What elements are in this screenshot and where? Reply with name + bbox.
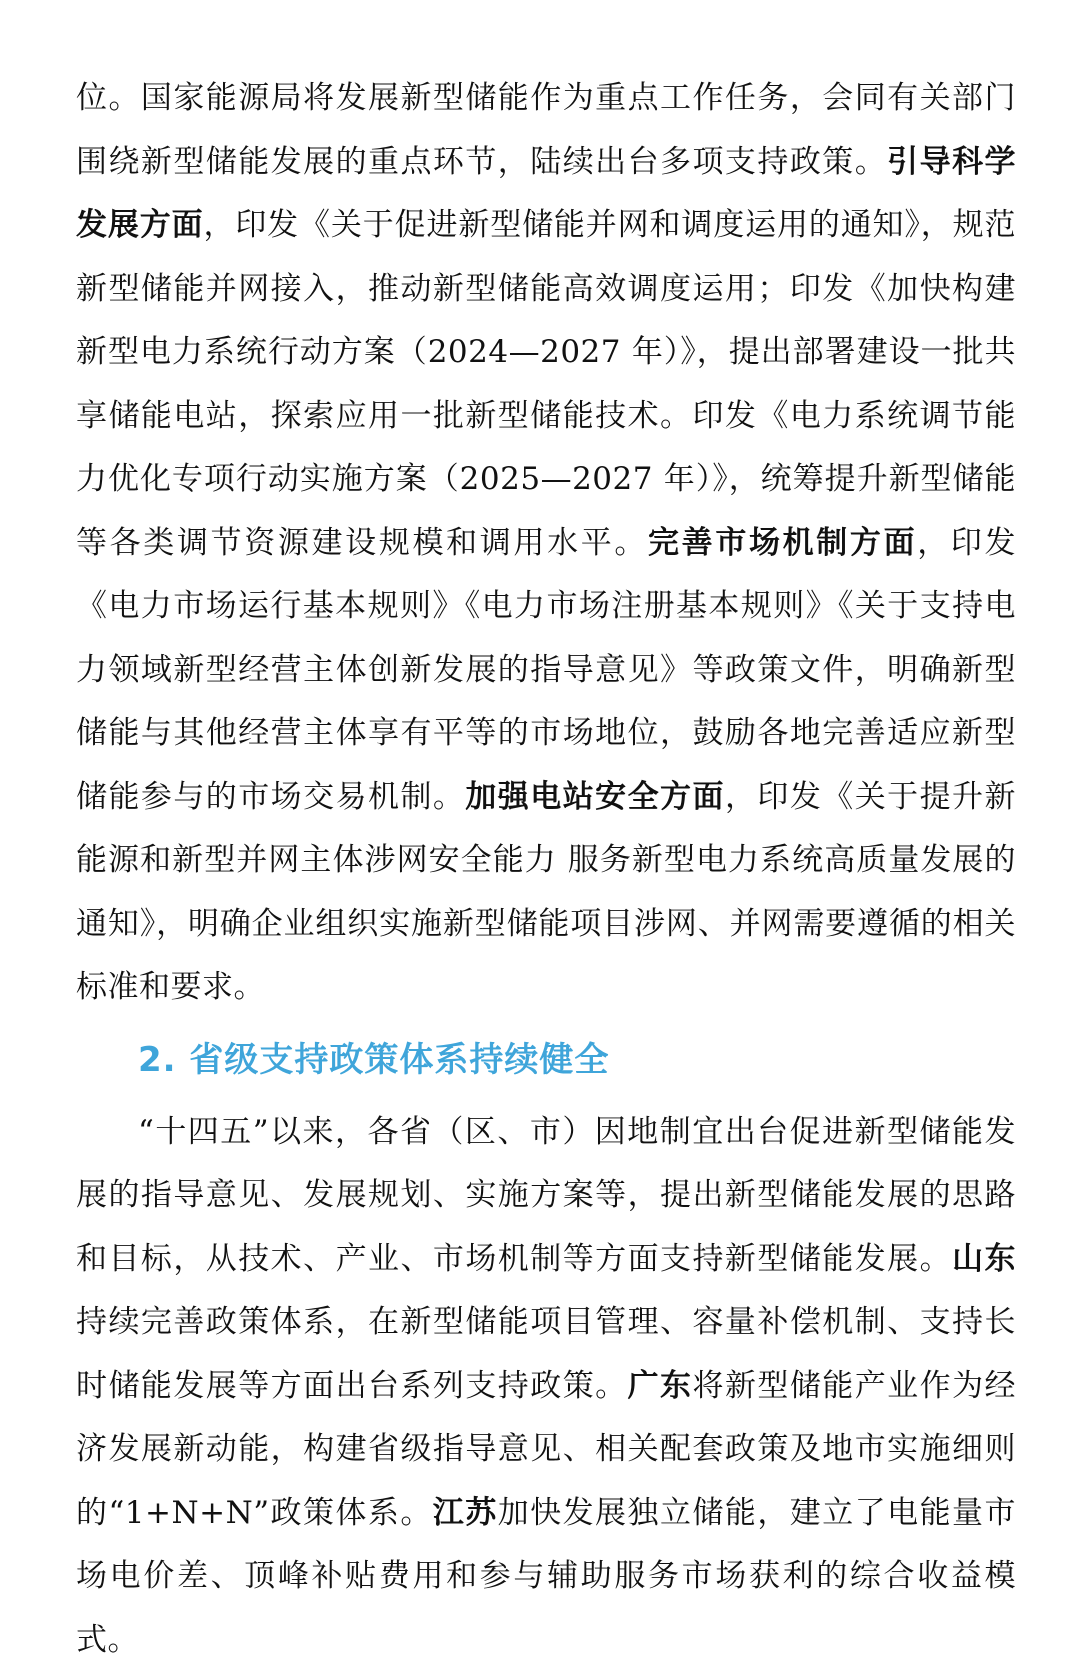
text-run: ，印发《电力市场运行基本规则》《电力市场注册基本规则》《关于支持电力领域新型经营主体创新发展的指导意见》等政策文件，明确新型储能与其他经营主体享有平等的市场地位，鼓励各地完善适应新型储能参与的市场交易机制。 [76, 525, 1016, 815]
text-run: ，印发《关于促进新型储能并网和调度运用的通知》，规范新型储能并网接入，推动新型储能高效调度运用；印发《加快构建新型电力系统行动方案（2024—2027 年）》，提出部署建设一批共享储能电站，探索应用一批新型储能技术。印发《电力系统调节能力优化专项行动实施方案（2025—2027 年）》，统筹提升新型储能等各类调节资源建设规模和调用水平。 [76, 207, 1016, 561]
text-run: 将新型储能产业作为经济发展新动能，构建省级指导意见、相关配套政策及地市实施细则的“1+N+N”政策体系。 [76, 1368, 1016, 1531]
text-run: 持续完善政策体系，在新型储能项目管理、容量补偿机制、支持长时储能发展等方面出台系列支持政策。 [76, 1304, 1016, 1404]
text-run: 位。国家能源局将发展新型储能作为重点工作任务，会同有关部门围绕新型储能发展的重点环节，陆续出台多项支持政策。 [76, 80, 1016, 180]
section-heading-provincial-policy-system: 2. 省级支持政策体系持续健全 [76, 1029, 1016, 1092]
bold-text-run: 引导科学发展方面 [76, 144, 1016, 244]
paragraph-provincial-support-policies [76, 1101, 1016, 1672]
paragraph-national-support-policies [76, 67, 1016, 1020]
bold-text-run: 广东 [628, 1368, 693, 1404]
bold-text-run: 山东 [952, 1241, 1016, 1277]
bold-text-run: 加强电站安全方面 [465, 779, 725, 815]
text-run: 加快发展独立储能，建立了电能量市场电价差、顶峰补贴费用和参与辅助服务市场获利的综合收益模式。 [76, 1495, 1016, 1658]
bold-text-run: 江苏 [433, 1495, 498, 1531]
text-run: ，印发《关于提升新能源和新型并网主体涉网安全能力 服务新型电力系统高质量发展的通知》，明确企业组织实施新型储能项目涉网、并网需要遵循的相关标准和要求。 [76, 779, 1016, 1006]
bold-text-run: 完善市场机制方面 [648, 525, 917, 561]
text-run: “十四五”以来，各省（区、市）因地制宜出台促进新型储能发展的指导意见、发展规划、实施方案等，提出新型储能发展的思路和目标，从技术、产业、市场机制等方面支持新型储能发展。 [76, 1114, 1016, 1277]
